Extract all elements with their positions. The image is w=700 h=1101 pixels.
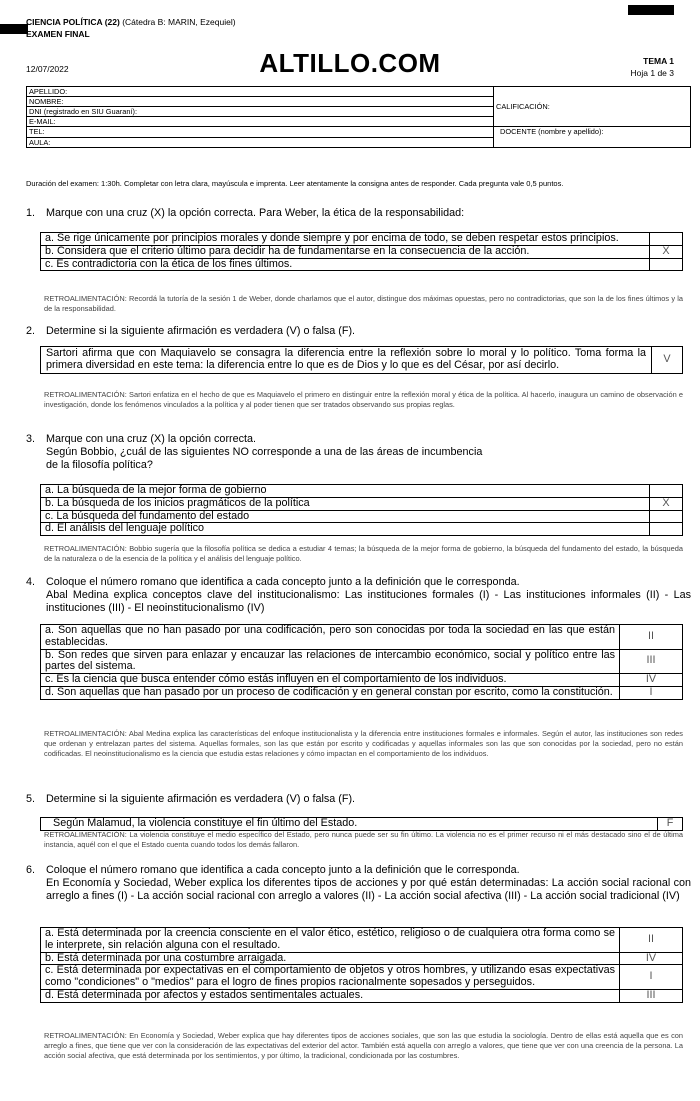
option-text: d. Está determinada por afectos y estados sentimentales actuales. [41,989,620,1002]
answer-cell[interactable] [650,510,683,523]
option-text: a. Está determinada por la creencia consciente en el valor ético, estético, religioso o de cualquiera otra forma como se le interprete, sin relación alguna con el resultado. [41,928,620,953]
feedback-1: RETROALIMENTACIÓN: Recordá la tutoría de la sesión 1 de Weber, donde charlamos que el autor, distingue dos máximas opuestas, pero no contradictorias, que son la de los fines últimos y la de la responsabilidad. [44,294,683,313]
answer-cell[interactable]: X [650,245,683,258]
answer-cell[interactable]: F [658,818,683,831]
statement-text: Sartori afirma que con Maquiavelo se consagra la diferencia entre la reflexión sobre lo moral y lo político. Toma forma la primera diversidad en este tema: la diferencia entre lo que es de Dios y lo que es del César, por así decirlo. [41,347,652,374]
question-text: Marque con una cruz (X) la opción correcta. [46,433,257,445]
answer-cell[interactable]: IV [620,952,683,965]
options-table-5 [40,817,683,831]
question-text: Determine si la siguiente afirmación es verdadera (V) o falsa (F). [46,325,356,337]
option-text: c. Es contradictoria con la ética de los fines últimos. [41,258,650,271]
exam-date: 12/07/2022 [26,64,69,74]
tel-field[interactable]: TEL: [27,127,494,138]
options-table-2 [40,346,683,374]
option-text: c. Está determinada por expectativas en el comportamiento de objetos y otros hombres, y utilizando esas expectativas como "condiciones" o "medios" para el logro de fines propios racionalmente sopesados y perseguidos. [41,965,620,990]
option-text: b. La búsqueda de los inicios pragmáticos de la política [41,497,650,510]
aula-field[interactable]: AULA: [27,137,494,148]
answer-cell[interactable]: I [620,686,683,699]
question-subtext: Abal Medina explica conceptos clave del institucionalismo: Las instituciones formales (I) - Las instituciones informales (II) - Las instituciones (III) - El neoinstitucionalismo (IV) [46,589,691,614]
option-text: b. Son redes que sirven para enlazar y encauzar las relaciones de intercambio económico, social y político entre las partes del sistema. [41,649,620,674]
option-text: b. Está determinada por una costumbre arraigada. [41,952,620,965]
dni-field[interactable]: DNI (registrado en SIU Guaraní): [27,107,494,117]
feedback-5: RETROALIMENTACIÓN: La violencia constituye el medio específico del Estado, pero nunca puede ser su fin último. La violencia no es el primer recurso ni el más destacado sino el de última instancia, aquél con el que el Estado cuenta cuando todos los demás fallaron. [44,830,683,849]
option-text: d. El análisis del lenguaje político [41,523,650,536]
answer-cell[interactable]: II [620,625,683,650]
question-number: 2. [26,325,36,337]
question-text: Coloque el número romano que identifica a cada concepto junto a la definición que le corresponda. [46,864,520,876]
answer-cell[interactable]: III [620,649,683,674]
brand-logo: ALTILLO.COM [259,48,441,78]
option-text: a. Se rige únicamente por principios morales y donde siempre y por encima de todo, se deben respetar estos principios. [41,233,650,246]
answer-cell[interactable]: I [620,965,683,990]
question-number: 4. [26,576,36,588]
docente-field: DOCENTE (nombre y apellido): [500,127,604,136]
question-text: Determine si la siguiente afirmación es verdadera (V) o falsa (F). [46,793,356,805]
options-table-4 [40,624,683,700]
option-text: d. Son aquellas que han pasado por un proceso de codificación y en general constan por escrito, como la constitución. [41,686,620,699]
question-text: Marque con una cruz (X) la opción correcta. Para Weber, la ética de la responsabilidad: [46,207,465,219]
options-table-3 [40,484,683,536]
option-text: c. La búsqueda del fundamento del estado [41,510,650,523]
answer-cell[interactable]: X [650,497,683,510]
question-subtext: Según Bobbio, ¿cuál de las siguientes NO corresponde a una de las áreas de incumbencia de la filosofía política? [46,446,483,471]
answer-cell[interactable]: V [652,347,683,374]
exam-instructions: Duración del examen: 1:30h. Completar con letra clara, mayúscula e imprenta. Leer atentamente la consigna antes de responder. Cada pregunta vale 0,5 puntos. [26,179,564,188]
tema-box [631,55,674,79]
redaction-bar-top-right [628,5,674,15]
chair-name: (Cátedra B: MARIN, Ezequiel) [122,17,236,27]
feedback-6: RETROALIMENTACIÓN: En Economía y Sociedad, Weber explica que hay diferentes tipos de acciones sociales, que son las que estudia la sociología. Dentro de ellas está aquella que es con arreglo a fines, que tiene que ver con la consideración de las expectativas del exterior del actor. También está aquella con arreglo a valores, que tiene que ver con una creencia de la persona. La acción social afectiva, que está determinada por los sentimientos, y por último, la tradicional, condicionada por las costumbres. [44,1031,683,1060]
exam-type: EXAMEN FINAL [26,29,90,39]
calificacion-field[interactable]: CALIFICACIÓN: [494,87,691,127]
answer-cell[interactable] [650,485,683,498]
nombre-field[interactable]: NOMBRE: [27,97,494,107]
apellido-field[interactable]: APELLIDO: [27,87,494,97]
question-number: 6. [26,864,36,876]
option-text: b. Considera que el criterio último para decidir ha de fundamentarse en la consecuencia de la acción. [41,245,650,258]
redaction-bar-left [0,24,28,34]
question-subtext: En Economía y Sociedad, Weber explica los diferentes tipos de acciones y por qué están determinadas: La acción social racional con arreglo a fines (I) - La acción social racional con arreglo a valores (II) - La acción social afectiva (III) - La acción social tradicional (IV) [46,877,691,902]
question-number: 1. [26,207,36,219]
answer-cell[interactable]: IV [620,674,683,687]
question-number: 3. [26,433,36,445]
answer-cell[interactable]: III [620,989,683,1002]
question-text: Coloque el número romano que identifica a cada concepto junto a la definición que le corresponda. [46,576,520,588]
options-table-6 [40,927,683,1003]
answer-cell[interactable] [650,258,683,271]
answer-cell[interactable]: II [620,928,683,953]
student-id-table [26,86,691,148]
option-text: a. Son aquellas que no han pasado por una codificación, pero son conocidas por toda la sociedad en las que están establecidas. [41,625,620,650]
course-title: CIENCIA POLÍTICA (22) [26,17,120,27]
option-text: c. Es la ciencia que busca entender cómo estás influyen en el comportamiento de los individuos. [41,674,620,687]
exam-header [26,16,236,40]
feedback-4: RETROALIMENTACIÓN: Abal Medina explica las características del enfoque institucionalista y la diferencia entre instituciones formales e informales. Según el autor, las instituciones son redes que ordenan y entrelazan partes del sistema. Aquellas formales, son las que están por escrito y codificadas y aquellas informales son las que son conocidas por la sociedad, pero no están codificadas. El neoinstitucionalismo es la ciencia que estudia estas relaciones y cómo impactan en el comportamiento de los individuos. [44,729,683,758]
answer-cell[interactable] [650,523,683,536]
answer-cell[interactable] [650,233,683,246]
feedback-2: RETROALIMENTACIÓN: Sartori enfatiza en el hecho de que es Maquiavelo el primero en distinguir entre la reflexión moral y ética de la política. Al hacerlo, inaugura un camino de observación e investigación, donde los fenómenos vinculados a la política y al poder tienen que ser tratados observando sus propias reglas. [44,390,683,409]
statement-text: Según Malamud, la violencia constituye el fin último del Estado. [41,818,658,831]
page-indicator: Hoja 1 de 3 [630,68,674,78]
tema-label: TEMA 1 [643,56,674,66]
email-field[interactable]: E-MAIL: [27,117,494,127]
option-text: a. La búsqueda de la mejor forma de gobierno [41,485,650,498]
question-number: 5. [26,793,36,805]
options-table-1 [40,232,683,271]
feedback-3: RETROALIMENTACIÓN: Bobbio sugería que la filosofía política se dedica a estudiar 4 temas; la búsqueda de la mejor forma de gobierno, la búsqueda del fundamento del estado, la búsqueda de la naturaleza o de la esencia de la política y el análisis del lenguaje político. [44,544,683,563]
